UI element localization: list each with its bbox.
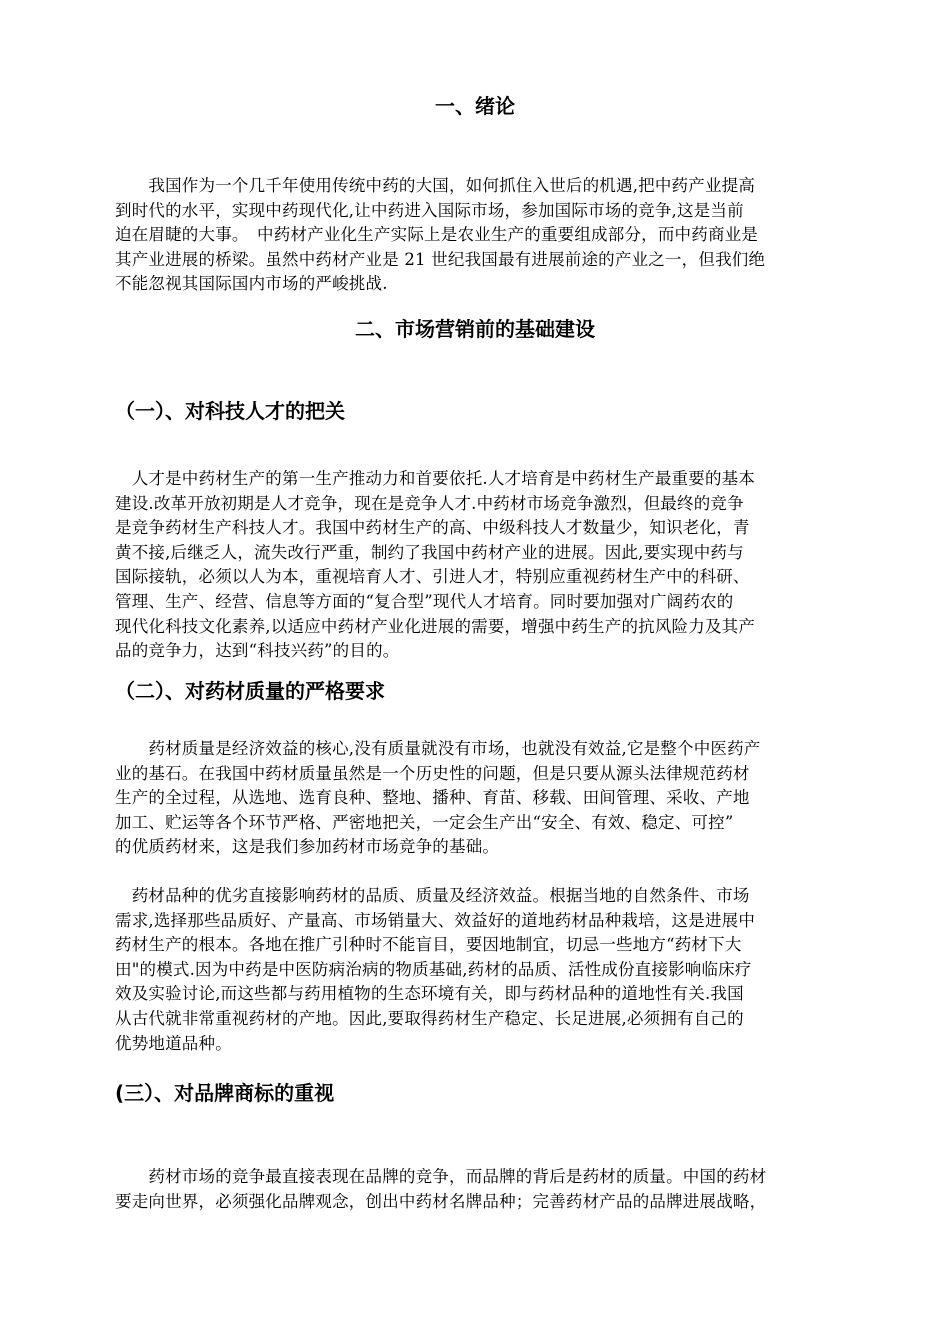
paragraph-line: 业的基石。在我国中药材质量虽然是一个历史性的问题，但是只要从源头法律规范药材 <box>115 763 750 783</box>
paragraph-introduction <box>115 174 855 297</box>
paragraph-quality <box>115 737 855 860</box>
paragraph-line: 其产业进展的桥梁。虽然中药材产业是 21 世纪我国最有进展前途的产业之一，但我们绝 <box>115 249 766 269</box>
section-heading-brand: (三）、对品牌商标的重视 <box>115 1081 335 1105</box>
paragraph-line: 药材生产的根本。各地在推广引种时不能盲目，要因地制宜，切忌一些地方“药材下大 <box>115 935 742 955</box>
paragraph-line: 管理、生产、经营、信息等方面的“复合型”现代人才培育。同时要加强对广阔药农的 <box>115 591 734 611</box>
paragraph-line: 的优质药材来，这是我们参加药材市场竞争的基础。 <box>115 837 500 857</box>
paragraph-line: 需求,选择那些品质好、产量高、市场销量大、效益好的道地药材品种栽培，这是进展中 <box>115 910 756 930</box>
paragraph-line: 从古代就非常重视药材的产地。因此,要取得药材生产稳定、长足进展,必须拥有自己的 <box>115 1008 744 1028</box>
paragraph-line: 药材质量是经济效益的核心,没有质量就没有市场，也就没有效益,它是整个中医药产 <box>115 739 761 758</box>
paragraph-line: 药材市场的竞争最直接表现在品牌的竞争，而品牌的背后是药材的质量。中国的药材 <box>115 1167 767 1186</box>
heading-introduction: 一、绪论 <box>435 94 515 118</box>
paragraph-line: 建设.改革开放初期是人才竞争，现在是竞争人才.中药材市场竞争激烈，但最终的竞争 <box>115 493 744 513</box>
paragraph-line: 要走向世界，必须强化品牌观念，创出中药材名牌品种；完善药材产品的品牌进展战略， <box>115 1191 767 1211</box>
paragraph-line: 药材品种的优劣直接影响药材的品质、质量及经济效益。根据当地的自然条件、市场 <box>115 886 750 905</box>
section-heading-talent: （一）、对科技人才的把关 <box>115 399 345 423</box>
paragraph-line: 优势地道品种。 <box>115 1033 232 1053</box>
heading-marketing-foundation: 二、市场营销前的基础建设 <box>355 317 595 341</box>
paragraph-line: 黄不接,后继乏人，流失改行严重，制约了我国中药材产业的进展。因此,要实现中药与 <box>115 542 744 562</box>
paragraph-line: 现代化科技文化素养,以适应中药材产业化进展的需要，增强中药生产的抗风险力及其产 <box>115 616 756 636</box>
paragraph-line: 品的竞争力，达到“科技兴药”的目的。 <box>115 641 400 661</box>
paragraph-line: 我国作为一个几千年使用传统中药的大国，如何抓住入世后的机遇,把中药产业提高 <box>115 176 756 195</box>
paragraph-line: 国际接轨，必须以人为本，重视培育人才、引进人才，特别应重视药材生产中的科研、 <box>115 567 750 587</box>
paragraph-line: 效及实验讨论,而这些都与药用植物的生态环境有关，即与药材品种的道地性有关.我国 <box>115 984 744 1004</box>
paragraph-line: 生产的全过程，从选地、选育良种、整地、播种、育苗、移载、田间管理、采收、产地 <box>115 788 750 808</box>
paragraph-line: 不能忽视其国际国内市场的严峻挑战. <box>115 274 388 294</box>
paragraph-line: 人才是中药材生产的第一生产推动力和首要依托.人才培育是中药材生产最重要的基本 <box>115 469 756 488</box>
paragraph-line: 迫在眉睫的大事。 中药材产业化生产实际上是农业生产的重要组成部分，而中药商业是 <box>115 225 759 245</box>
paragraph-talent <box>115 467 855 664</box>
paragraph-line: 到时代的水平，实现中药现代化,让中药进入国际市场，参加国际市场的竞争,这是当前 <box>115 200 744 220</box>
paragraph-brand <box>115 1165 855 1214</box>
section-heading-quality: （二）、对药材质量的严格要求 <box>115 679 385 703</box>
paragraph-line: 是竞争药材生产科技人才。我国中药材生产的高、中级科技人才数量少，知识老化，青 <box>115 518 750 538</box>
paragraph-line: 田"的模式.因为中药是中医防病治病的物质基础,药材的品质、活性成份直接影响临床疗 <box>115 959 752 979</box>
paragraph-line: 加工、贮运等各个环节严格、严密地把关，一定会生产出“安全、有效、稳定、可控” <box>115 812 734 832</box>
paragraph-varieties <box>115 884 855 1056</box>
